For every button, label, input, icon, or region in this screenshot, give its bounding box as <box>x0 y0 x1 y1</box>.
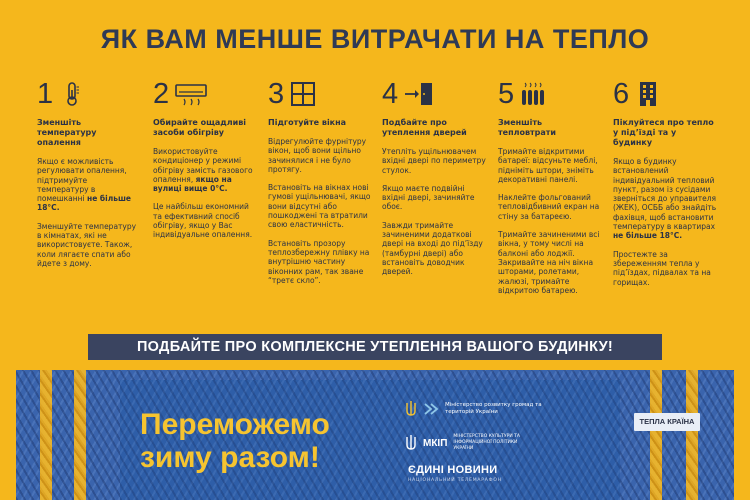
news-logo-subtitle: НАЦІОНАЛЬНИЙ ТЕЛЕМАРАФОН <box>408 478 502 483</box>
tip-paragraph: Зменшуйте температуру в кімнатах, які не використовуєте. Також, коли лягаєте спати або йдете з дому. <box>37 221 137 268</box>
tip-number: 4 <box>382 77 399 110</box>
tip-column-2 <box>153 76 257 240</box>
thermometer-icon <box>59 81 85 107</box>
tip-header <box>613 76 717 112</box>
tip-header <box>268 76 372 112</box>
door-icon <box>404 81 434 107</box>
yellow-stripe <box>686 370 698 500</box>
tip-paragraph: Наклейте фольгований тепловідбивний екран на стіну за батареєю. <box>498 193 600 221</box>
call-to-action-banner: ПОДБАЙТЕ ПРО КОМПЛЕКСНЕ УТЕПЛЕННЯ ВАШОГО БУДИНКУ! <box>88 334 662 360</box>
tip-paragraph: Якщо маєте подвійні вхідні двері, зачиняйте обоє. <box>382 183 475 212</box>
tip-title: Обирайте ощадливі засоби обігріву <box>153 118 247 137</box>
tip-column-3 <box>268 76 372 285</box>
tip-paragraph: Утепліть ущільнювачем вхідні двері по периметру стулок. <box>382 147 486 175</box>
tip-paragraph: Завжди тримайте зачиненими додаткові двері на вході до під’їзду (тамбурні двері) або встановіть доводчик дверей. <box>382 220 483 277</box>
yellow-stripe <box>40 370 52 500</box>
building-icon <box>635 81 661 107</box>
tip-header <box>37 76 141 112</box>
tip-column-1 <box>37 76 141 268</box>
tip-header <box>498 76 602 112</box>
tip-header <box>153 76 257 112</box>
tip-paragraph: Тримайте відкритими батареї: відсуньте меблі, підніміть штори, зніміть декоративні панелі. <box>498 147 598 184</box>
tip-paragraph: Простежте за збереженням тепла у під’їздах, підвалах та на горищах. <box>613 249 711 287</box>
tip-title: Подбайте про утеплення дверей <box>382 118 467 137</box>
tip-number: 2 <box>153 77 170 110</box>
page-title: ЯК ВАМ МЕНШЕ ВИТРАЧАТИ НА ТЕПЛО <box>100 24 650 54</box>
tip-paragraph: Встановіть на вікнах нові гумові ущільнювачі, якщо вони відсутні або пошкоджені та втратили свою еластичність. <box>268 183 371 230</box>
tip-title: Зменшіть тепловтрати <box>498 118 557 137</box>
warm-country-badge: ТЕПЛА КРАЇНА <box>634 413 700 431</box>
ministry-culture-logo <box>405 434 535 452</box>
tip-number: 3 <box>268 77 285 110</box>
tips-columns <box>37 76 727 326</box>
tip-paragraph: Якщо в будинку встановлений індивідуальний тепловий пункт, разом із сусідами зверніться до управителя (ЖЕК), ОСББ або знайдіть фахівця, щоб встановити температуру в квартирах не більше 18°C. <box>613 157 717 241</box>
tip-paragraph: Відрегулюйте фурнітуру вікон, щоб вони щільно зачинялися і не було протягу. <box>268 137 367 174</box>
trident-icon <box>405 434 417 452</box>
radiator-icon <box>520 81 546 107</box>
tip-title: Піклуйтеся про тепло у під’їзді та у будинку <box>613 118 714 147</box>
tip-paragraph: Використовуйте кондиціонер у режимі обігріву замість газового опалення, якщо на вулиці вище 0°C. <box>153 147 253 194</box>
tip-paragraph: Тримайте зачиненими всі вікна, у тому числі на балконі або лоджії. Закривайте на ніч вікна шторами, ролетами, жалюзі, тримайте відкритою батарею. <box>498 230 600 295</box>
ministry-regional-logo <box>405 400 555 418</box>
tip-paragraph: Це найбільш економний та ефективний спосіб обігріву, якщо у Вас індивідуальне опалення. <box>153 202 253 240</box>
ministry-regional-text: Міністерство розвитку громад та територій України <box>445 402 542 415</box>
mkip-logo-text: МКІП <box>423 437 448 449</box>
trident-icon <box>405 400 417 418</box>
chevron-logo-icon <box>423 403 439 415</box>
ministry-culture-text: МІНІСТЕРСТВО КУЛЬТУРИ ТА ІНФОРМАЦІЙНОЇ ПОЛІТИКИ УКРАЇНИ <box>453 434 520 451</box>
tip-number: 6 <box>613 77 630 110</box>
tip-paragraph: Якщо є можливість регулювати опалення, підтримуйте температуру в помешканні не більше 18°C. <box>37 157 132 213</box>
yellow-stripe <box>650 370 662 500</box>
yellow-stripe <box>74 370 86 500</box>
window-icon <box>290 81 316 107</box>
news-logo: ЄДИНІ НОВИНИ <box>408 464 498 476</box>
tip-title: Підготуйте вікна <box>268 118 347 127</box>
slogan-line-1: Переможемо <box>140 408 330 441</box>
air-conditioner-icon <box>175 81 207 107</box>
tip-header <box>382 76 486 112</box>
slogan-line-2: зиму разом! <box>140 441 320 474</box>
tip-column-6 <box>613 76 717 287</box>
tip-number: 5 <box>498 77 515 110</box>
tip-number: 1 <box>37 77 54 110</box>
tip-title: Зменшіть температуру опалення <box>37 118 97 147</box>
tip-paragraph: Встановіть прозору теплозбережну плівку на внутрішню частину віконних рам, так зване “третє скло”. <box>268 238 370 285</box>
tip-column-5 <box>498 76 602 295</box>
tip-column-4 <box>382 76 486 277</box>
